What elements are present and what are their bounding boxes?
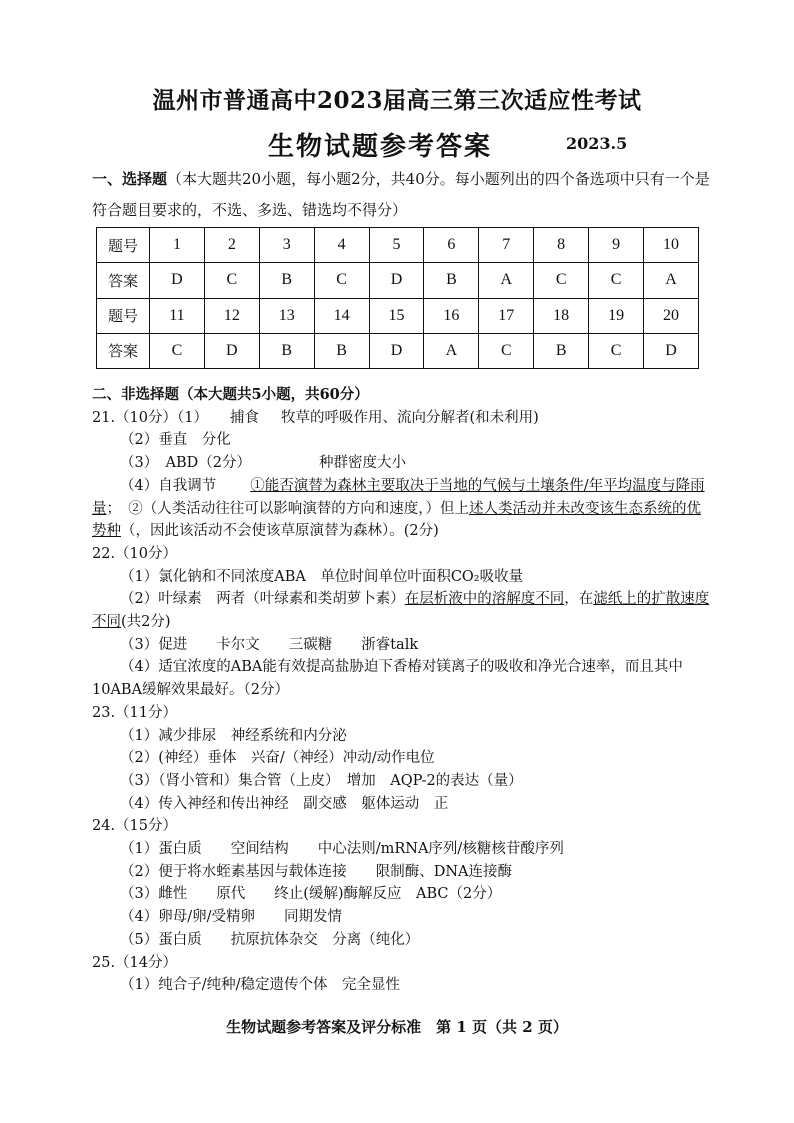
table-cell: 1 [150, 228, 205, 263]
section1-intro [92, 164, 712, 226]
table-cell: 13 [259, 298, 314, 333]
section2-desc: （本大题共5小题，共60分） [179, 386, 369, 403]
table-cell: D [369, 263, 424, 298]
table-cell: C [314, 263, 369, 298]
q22-head: 22.（10分） [92, 545, 178, 562]
exam-title: 温州市普通高中2023届高三第三次适应性考试 [152, 87, 642, 114]
q21-p1a: 捕食 [230, 409, 259, 426]
q22-p2d: 滤纸上的扩散速度不同 [92, 591, 710, 631]
table-cell: D [369, 333, 424, 368]
table-cell: 17 [479, 298, 534, 333]
q21-line-2: （2）垂直 分化 [120, 432, 231, 449]
q21-line-4 [92, 475, 712, 543]
table-cell: 3 [259, 228, 314, 263]
q22-line-4: （4）适宜浓度的ABA能有效提高盐胁迫下香椿对镁离子的吸收和净光合速率，而且其中10ABA缓解效果最好。（2分） [92, 659, 683, 699]
table-cell: 14 [314, 298, 369, 333]
table-cell: 8 [534, 228, 589, 263]
question-label: 题号 [97, 228, 150, 263]
table-row-numbers-1 [97, 228, 699, 263]
q21-p4e: （，因此该活动不会使该草原演替为森林）。(2分) [121, 523, 439, 540]
answer-label: 答案 [97, 333, 150, 368]
table-row-answers-1 [97, 263, 699, 298]
q22-p2b: 在层析液中的溶解度不同 [404, 591, 565, 608]
page-footer: 生物试题参考答案及评分标准 第 1 页（共 2 页） [226, 1018, 568, 1036]
question-label: 题号 [97, 298, 150, 333]
table-cell: 10 [644, 228, 699, 263]
table-cell: A [424, 333, 479, 368]
answer-label: 答案 [97, 263, 150, 298]
table-cell: D [204, 333, 259, 368]
table-cell: C [534, 263, 589, 298]
table-cell: D [644, 333, 699, 368]
q22-p2a: （2）叶绿素 两者（叶绿素和类胡萝卜素） [120, 591, 405, 608]
table-cell: B [424, 263, 479, 298]
exam-date: 2023.5 [566, 134, 628, 153]
q21-p3b: 种群密度大小 [318, 455, 406, 472]
section2-heading-line [92, 384, 712, 407]
q23-line-2: （2）(神经）垂体 兴奋/（神经）冲动/动作电位 [120, 750, 435, 767]
table-cell: C [479, 333, 534, 368]
section1-heading: 一、选择题 [92, 170, 168, 188]
table-cell: 15 [369, 298, 424, 333]
q22-line-3: （3）促进 卡尔文 三碳糖 浙睿talk [120, 636, 419, 653]
q22-line-1: （1）氯化钠和不同浓度ABA 单位时间单位叶面积CO₂吸收量 [120, 568, 524, 585]
q21-p4b: ①能否演替为森林主要取决于当地的气候与土壤条件/年平均温度与降雨量 [92, 477, 705, 517]
q21-line-1 [92, 407, 712, 430]
q22-p2e: (共2分) [121, 614, 171, 631]
table-cell: C [204, 263, 259, 298]
table-cell: A [644, 263, 699, 298]
table-cell: A [479, 263, 534, 298]
table-cell: B [534, 333, 589, 368]
table-cell: B [259, 263, 314, 298]
q24-line-1: （1）蛋白质 空间结构 中心法则/mRNA序列/核糖核苷酸序列 [120, 841, 564, 858]
table-cell: 5 [369, 228, 424, 263]
table-row-answers-2 [97, 333, 699, 368]
table-cell: 11 [150, 298, 205, 333]
q24-line-3: （3）雌性 原代 终止(缓解)酶解反应 ABC（2分） [120, 886, 502, 903]
table-cell: 12 [204, 298, 259, 333]
free-response-answers [92, 384, 712, 997]
q21-p1b: 牧草的呼吸作用、流向分解者(和未利用) [281, 409, 539, 426]
q22-line-2 [92, 588, 712, 633]
q25-head: 25.（14分） [92, 954, 178, 971]
q23-line-1: （1）减少排尿 神经系统和内分泌 [120, 727, 347, 744]
table-cell: 2 [204, 228, 259, 263]
q21-p3a: （3） ABD（2分） [120, 455, 251, 472]
q21-p4a: （4）自我调节 [120, 477, 217, 494]
q23-head: 23.（11分） [92, 704, 178, 721]
table-cell: 7 [479, 228, 534, 263]
table-cell: 20 [644, 298, 699, 333]
table-cell: 19 [589, 298, 644, 333]
q24-line-4: （4）卵母/卵/受精卵 同期发情 [120, 909, 342, 926]
q21-p4c: ； ②（人类活动往往可以影响演替的方向和速度，）但上 [106, 500, 469, 517]
table-cell: 6 [424, 228, 479, 263]
q25-line-1: （1）纯合子/纯种/稳定遗传个体 完全显性 [120, 977, 400, 994]
table-cell: C [589, 263, 644, 298]
q24-head: 24.（15分） [92, 818, 178, 835]
table-row-numbers-2 [97, 298, 699, 333]
q22-p2c: ，在 [564, 591, 594, 608]
answer-key-title: 生物试题参考答案 [268, 132, 493, 162]
table-cell: 18 [534, 298, 589, 333]
q21-head: 21.（10分）（1） [92, 409, 208, 426]
table-cell: C [150, 333, 205, 368]
q24-line-5: （5）蛋白质 抗原抗体杂交 分离（纯化） [120, 931, 420, 948]
table-cell: C [589, 333, 644, 368]
q23-line-4: （4）传入神经和传出神经 副交感 躯体运动 正 [120, 795, 449, 812]
q21-line-3 [92, 452, 712, 475]
q23-line-3: （3）（肾小管和）集合管（上皮） 增加 AQP-2的表达（量） [120, 772, 523, 789]
q24-line-2: （2）便于将水蛭素基因与载体连接 限制酶、DNA连接酶 [120, 863, 513, 880]
table-cell: D [150, 263, 205, 298]
table-cell: 9 [589, 228, 644, 263]
section2-heading: 二、非选择题 [92, 386, 179, 403]
table-cell: B [259, 333, 314, 368]
section1-desc: （本大题共20小题，每小题2分，共40分。每小题列出的四个备选项中只有一个是符合题目要求的，不选、多选、错选均不得分） [92, 170, 710, 219]
q21-p4d: 述人类活动并未改变该生态系统的优势种 [92, 500, 701, 540]
table-cell: 4 [314, 228, 369, 263]
table-cell: 16 [424, 298, 479, 333]
multiple-choice-answer-table [96, 227, 699, 369]
table-cell: B [314, 333, 369, 368]
